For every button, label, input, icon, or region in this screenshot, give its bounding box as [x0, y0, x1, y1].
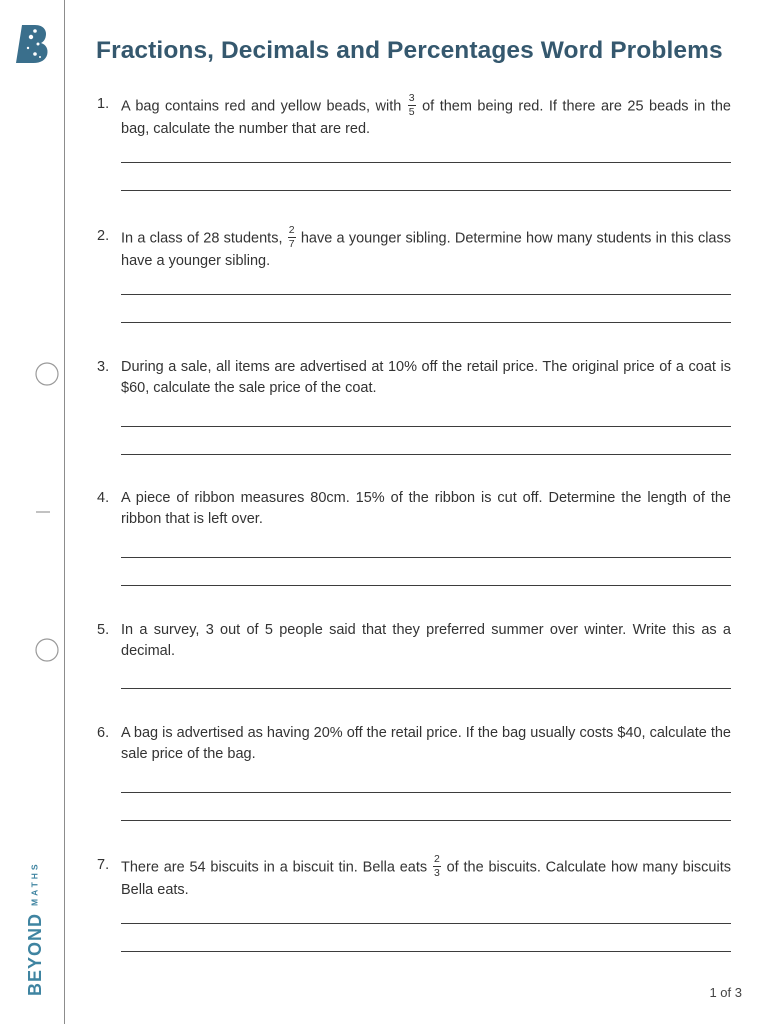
question-text — [121, 226, 731, 272]
answer-line[interactable] — [121, 445, 731, 455]
question-number: 5. — [97, 622, 110, 638]
question-6 — [97, 723, 731, 765]
fraction — [433, 854, 441, 879]
question-2 — [97, 226, 731, 272]
logo-letter-shape — [16, 25, 48, 63]
left-margin — [0, 0, 64, 1024]
fraction-numerator: 2 — [433, 854, 441, 867]
answer-line[interactable] — [121, 313, 731, 323]
question-4 — [97, 488, 731, 530]
question-number: 1. — [97, 96, 110, 112]
question-text — [121, 357, 731, 399]
fraction-denominator: 5 — [408, 106, 415, 119]
question-text-segment: A bag is advertised as having 20% off the retail price. If the bag usually costs $40, calculate the sale price of the bag. — [121, 725, 731, 762]
question-text-segment: of the biscuits. Calculate how many biscuits Bella eats. — [121, 859, 731, 899]
beyond-maths-logo — [16, 25, 48, 63]
question-text-segment: A bag contains red and yellow beads, with — [121, 98, 407, 115]
answer-line[interactable] — [121, 153, 731, 163]
fraction-numerator: 2 — [288, 225, 296, 238]
answer-line[interactable] — [121, 181, 731, 191]
fraction-numerator: 3 — [408, 93, 416, 106]
question-text-segment: During a sale, all items are advertised at 10% off the retail price. The original price of a coat is $60, calculate the sale price of the coat. — [121, 359, 731, 396]
punch-hole-top — [36, 363, 58, 385]
question-text — [121, 488, 731, 530]
worksheet-title: Fractions, Decimals and Percentages Word Problems — [96, 37, 723, 64]
question-5 — [97, 620, 731, 662]
logo-dot — [27, 47, 29, 49]
answer-line[interactable] — [121, 914, 731, 924]
question-text — [121, 94, 731, 140]
question-text-segment: There are 54 biscuits in a biscuit tin. Bella eats — [121, 859, 432, 876]
answer-line[interactable] — [121, 285, 731, 295]
brand-word-beyond: BEYOND — [25, 912, 45, 996]
question-text-segment: In a class of 28 students, — [121, 230, 287, 247]
question-7 — [97, 855, 731, 901]
logo-dot — [33, 52, 37, 56]
fraction — [288, 225, 296, 250]
answer-line[interactable] — [121, 783, 731, 793]
page-number: 1 of 3 — [709, 985, 742, 1000]
logo-dot — [39, 56, 41, 58]
answer-line[interactable] — [121, 548, 731, 558]
answer-line[interactable] — [121, 811, 731, 821]
answer-line[interactable] — [121, 942, 731, 952]
fraction — [408, 93, 416, 118]
answer-line[interactable] — [121, 417, 731, 427]
question-number: 7. — [97, 857, 110, 873]
question-text-segment: have a younger sibling. Determine how many students in this class have a younger sibling. — [121, 230, 731, 270]
question-3 — [97, 357, 731, 399]
question-text — [121, 723, 731, 765]
question-text-segment: of them being red. If there are 25 beads in the bag, calculate the number that are red. — [121, 98, 731, 138]
fraction-denominator: 7 — [288, 238, 295, 251]
question-text — [121, 620, 731, 662]
brand-word-maths: MATHS — [29, 861, 40, 906]
logo-dot — [29, 35, 33, 39]
logo-dot — [33, 29, 37, 33]
answer-line[interactable] — [121, 576, 731, 586]
question-text-segment: In a survey, 3 out of 5 people said that they preferred summer over winter. Write this as a decimal. — [121, 622, 731, 659]
question-number: 4. — [97, 490, 110, 506]
margin-rule — [64, 0, 65, 1024]
fraction-denominator: 3 — [433, 867, 440, 880]
question-text-segment: A piece of ribbon measures 80cm. 15% of the ribbon is cut off. Determine the length of the ribbon that is left over. — [121, 490, 731, 527]
logo-dot — [37, 43, 40, 46]
question-number: 2. — [97, 228, 110, 244]
question-number: 6. — [97, 725, 110, 741]
question-1 — [97, 94, 731, 140]
question-number: 3. — [97, 359, 110, 375]
punch-hole-bottom — [36, 639, 58, 661]
question-text — [121, 855, 731, 901]
answer-line[interactable] — [121, 679, 731, 689]
